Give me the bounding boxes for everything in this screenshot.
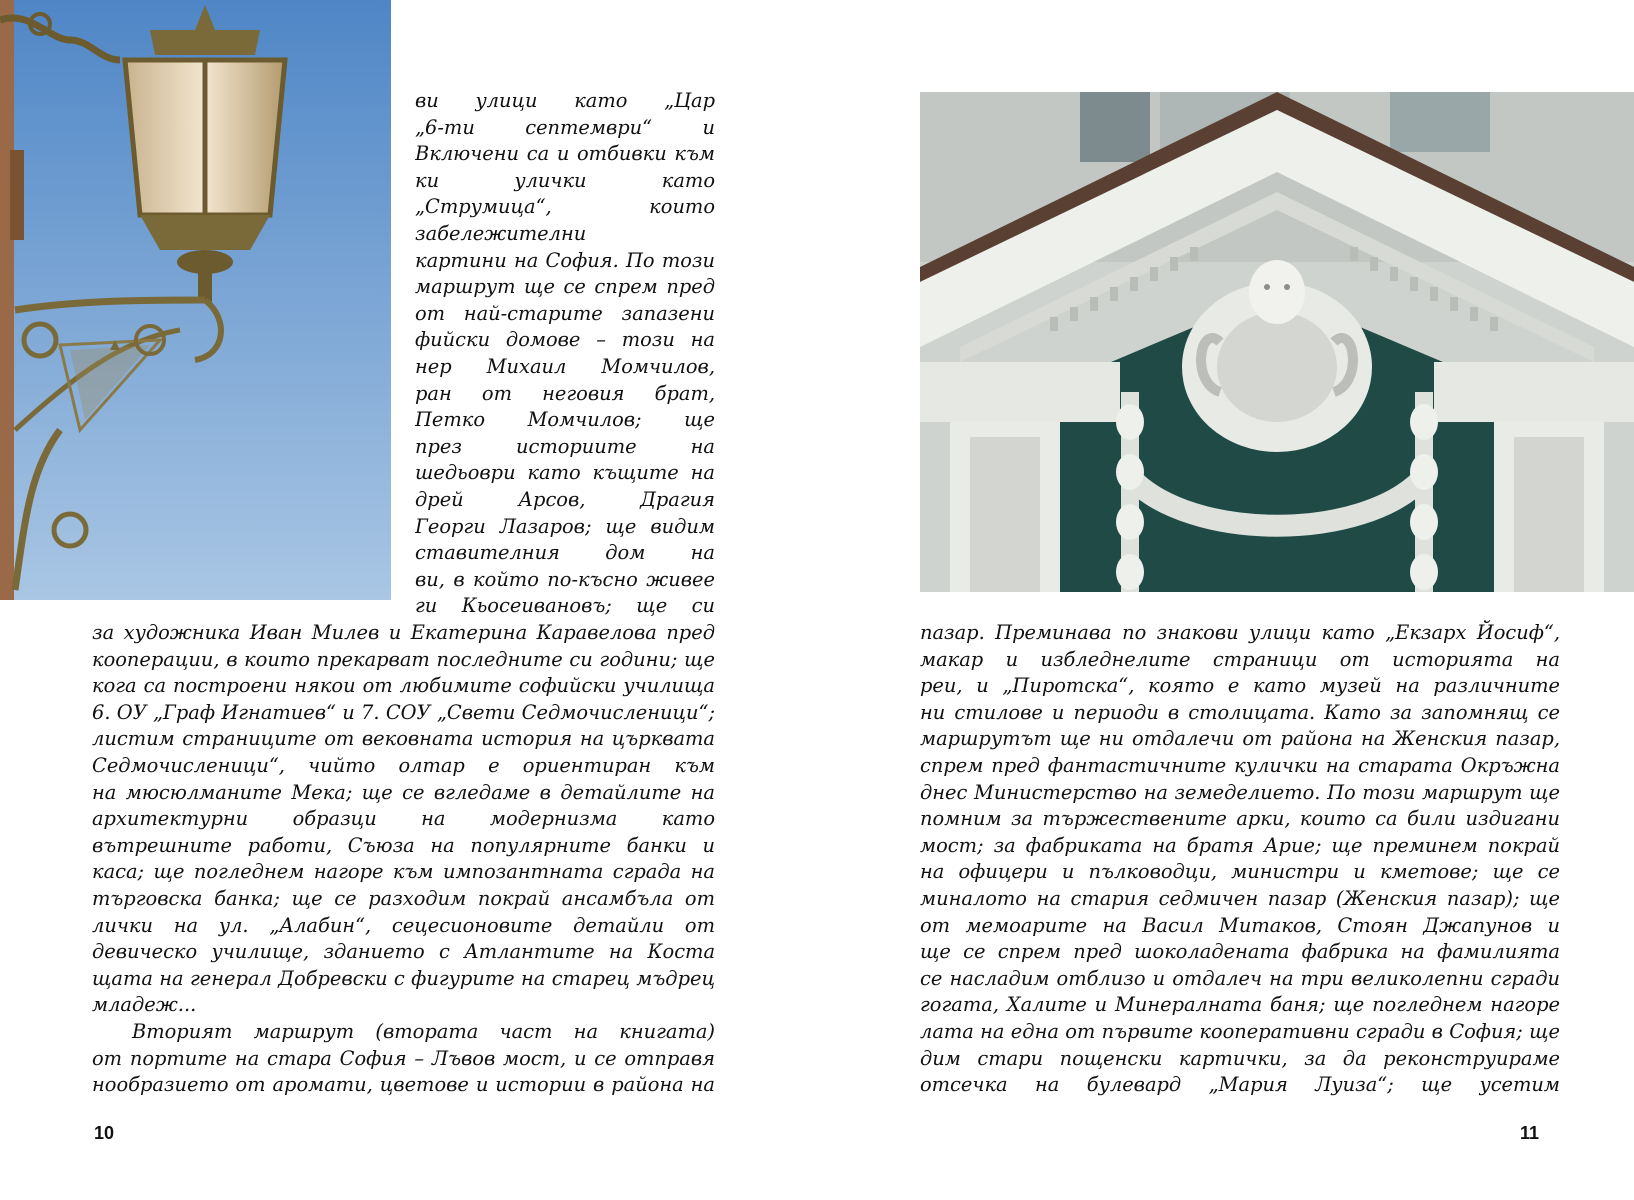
text-line: забележителни xyxy=(415,221,587,245)
text-line: ще се спрем пред шоколадената фабрика на фамилията xyxy=(920,940,1560,964)
text-line: щата на генерал Добревски с фигурите на старец мъдрец xyxy=(92,966,715,990)
text-line: шедьоври като къщите на xyxy=(415,461,715,485)
text-line: помним за тържествените арки, които са били издигани xyxy=(920,807,1560,831)
text-line: „6-ти септември“ и xyxy=(415,115,715,139)
text-line: младеж... xyxy=(92,993,197,1017)
text-line: пазар. Преминава по знакови улици като „Екзарх Йосиф“, xyxy=(920,621,1560,644)
text-line: каса; ще погледнем нагоре към импозантната сграда на xyxy=(92,860,715,884)
text-line: дим стари пощенски картички, за да реконструираме xyxy=(920,1046,1560,1070)
text-line: Петко Момчилов; ще xyxy=(415,408,715,432)
right-page xyxy=(817,0,1634,1200)
text-line: картини на София. По този xyxy=(415,248,715,272)
text-line: ви, в който по-късно живее xyxy=(415,567,715,591)
text-line: Седмочисленици“, чийто олтар е ориентиран към xyxy=(92,753,715,777)
text-line: ставителния дом на xyxy=(415,541,715,565)
page-number: 10 xyxy=(94,1123,115,1143)
text-line: на офицери и пълководци, министри и кметове; ще се xyxy=(920,860,1560,884)
text-line: реи, и „Пиротска“, която е като музей на различните xyxy=(920,674,1560,698)
text-line: лата на една от първите кооперативни сгради в София; ще xyxy=(920,1019,1560,1043)
text-line: мост; за фабриката на братя Арие; ще преминем покрай xyxy=(920,833,1560,857)
bottom-text-block xyxy=(92,620,715,1099)
text-line: 6. ОУ „Граф Игнатиев“ и 7. СОУ „Свети Седмочисленици“; xyxy=(92,700,715,724)
text-line: Георги Лазаров; ще видим xyxy=(415,514,715,538)
text-line: от портите на стара София – Лъвов мост, и се отправя xyxy=(92,1046,715,1070)
pediment-photo xyxy=(920,92,1634,592)
text-line: миналото на стария седмичен пазар (Женския пазар); ще xyxy=(920,886,1560,910)
text-line: кога са построени някои от любимите софийски училища xyxy=(92,674,715,698)
text-line: отсечка на булевард „Мария Луиза“; ще усетим xyxy=(920,1073,1560,1097)
text-line: ки улички като xyxy=(415,168,715,192)
text-line: дрей Арсов, Драгия xyxy=(415,487,715,511)
paragraph-start-line: Вторият маршрут (втората част на книгата) xyxy=(132,1019,715,1043)
text-line: спрем пред фантастичните кулички на старата Окръжна xyxy=(920,753,1560,777)
text-line: фийски домове – този на xyxy=(415,328,715,352)
text-line: „Струмица“, които xyxy=(415,195,715,219)
text-line: нообразието от аромати, цветове и истории в района на xyxy=(92,1073,715,1097)
text-line: от мемоарите на Васил Митаков, Стоян Джапунов и xyxy=(920,913,1560,937)
text-line: през историите на xyxy=(415,434,715,458)
text-line: ни стилове и периоди в столицата. Като за запомнящ се xyxy=(920,700,1560,724)
text-line: на мюсюлманите Мека; ще се вгледаме в детайлите на xyxy=(92,780,715,804)
text-line: ран от неговия брат, xyxy=(415,381,715,405)
text-line: Включени са и отбивки към xyxy=(415,142,715,166)
text-line: ви улици като „Цар xyxy=(415,89,715,112)
text-line: нер Михаил Момчилов, xyxy=(415,354,715,378)
text-line: девическо училище, зданието с Атлантите на Коста xyxy=(92,940,715,964)
street-lamp-photo xyxy=(0,0,391,600)
text-line: се насладим отблизо и отдалеч на три великолепни сгради xyxy=(920,966,1560,990)
text-line: маршрут ще се спрем пред xyxy=(415,275,715,299)
text-line: архитектурни образци на модернизма като xyxy=(92,807,715,831)
text-line: от най-старите запазени xyxy=(415,301,715,325)
page-number: 11 xyxy=(1520,1123,1540,1143)
text-line: търговска банка; ще се разходим покрай ансамбъла от xyxy=(92,886,715,910)
text-line: маршрутът ще ни отдалечи от района на Женския пазар, xyxy=(920,727,1560,751)
text-line: днес Министерство на земеделието. По този маршрут ще xyxy=(920,780,1560,804)
text-line: листим страниците от вековната история на църквата xyxy=(92,727,715,751)
text-line: гогата, Халите и Минералната баня; ще погледнем нагоре xyxy=(920,993,1560,1017)
text-line: ги Кьосеивановъ; ще си xyxy=(415,594,715,618)
text-line: за художника Иван Милев и Екатерина Каравелова пред xyxy=(92,621,715,644)
text-line: вътрешните работи, Съюза на популярните банки и xyxy=(92,833,715,857)
text-line: макар и избледнелите страници от историята на xyxy=(920,647,1560,671)
text-line: лички на ул. „Алабин“, сецесионовите детайли от xyxy=(92,913,715,937)
right-text-block xyxy=(920,620,1560,1099)
top-text-column xyxy=(415,88,715,620)
text-line: кооперации, в които прекарват последните си години; ще xyxy=(92,647,715,671)
